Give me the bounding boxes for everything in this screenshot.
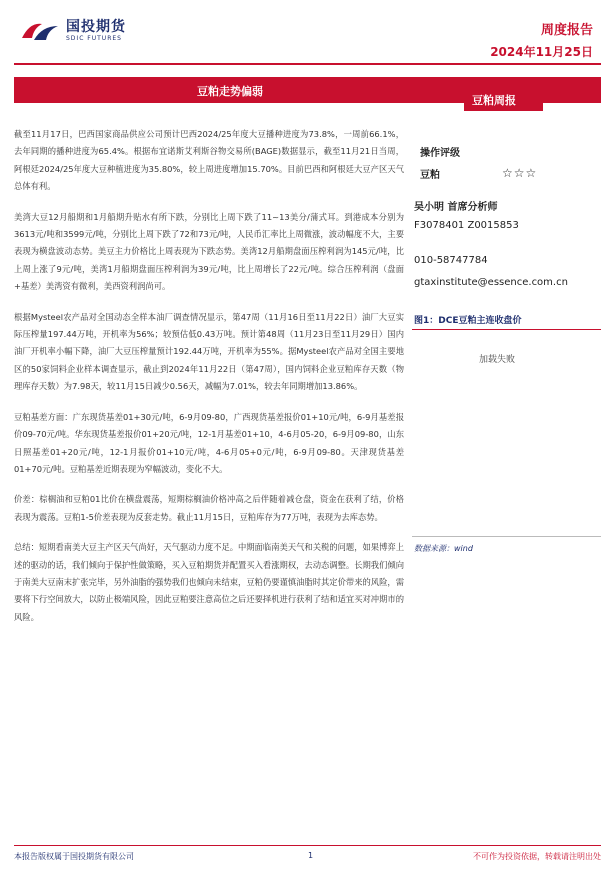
figure-placeholder: 加载失败 (479, 355, 516, 365)
body-paragraph: 美湾大豆12月船期和1月船期升贴水有所下跌，分别比上周下跌了11~13美分/蒲式耳。到港成本分别为3613元/吨和3599元/吨，分别比上周下跌了72和73元/吨，人民币汇率比上周微涨，波动幅度不大，主要表现为横盘波动态势。美豆主力价格比上周表现为下跌态势。美湾12月船期盘面压榨利润为145元/吨，比上周上涨了9元/吨，美湾1月船期盘面压榨利润为39元/吨，比上周增长了22元/吨。综合压榨利润（盘面+基差）美湾资有微利，美西资利润尚可。 (14, 211, 404, 292)
analyst-license: F3078401 Z0015853 (414, 220, 519, 231)
report-type: 周度报告 (540, 23, 593, 38)
rating-product: 豆粕 (420, 170, 440, 181)
figure-bottom-divider (412, 536, 601, 537)
brand-name-cn: 国投期货 (66, 19, 126, 35)
footer-divider (14, 845, 601, 846)
company-logo (20, 18, 126, 44)
analyst-name: 吴小明 首席分析师 (414, 202, 498, 213)
brand-name-en: SDIC FUTURES (66, 35, 122, 42)
body-paragraph: 价差：棕榈油和豆粕01比价在横盘震荡，短期棕榈油价格冲高之后伴随着减仓盘，资金在获利了结，价格表现为震荡。豆粕1-5价差表现为反套走势。截止11月15日，豆粕库存为77万吨，表现为去库态势。 (14, 494, 404, 522)
figure-title: 图1：DCE豆粕主连收盘价 (414, 316, 522, 326)
figure-source: 数据来源：wind (414, 544, 473, 553)
rating-label: 操作评级 (420, 148, 460, 159)
logo-mark-icon (20, 18, 60, 44)
body-paragraph: 根据Mysteel农产品对全国动态全样本油厂调查情况显示，第47周（11月16日至11月22日）油厂大豆实际压榨量197.44万吨，开机率为56%；较预估低0.43万吨。预计第48周（11月23日至11月29日）国内油厂开机率小幅下降，油厂大豆压榨量预计192.44万吨，开机率为55%。据Mysteel农产品对全国主要地区的50家饲料企业样本调查显示，截止到2024年11月22日（第47周），国内饲料企业豆粕库存天数（物理库存天数）为7.98天，较11月15日减少0.56天，减幅为7.01%，较去年同期增加13.86%。 (14, 311, 404, 392)
body-paragraph: 截至11月17日，巴西国家商品供应公司预计巴西2024/25年度大豆播种进度为73.8%，一周前66.1%，去年同期的播种进度为65.4%。根据布宜诺斯艾利斯谷物交易所(BAGE)数据显示，截至11月21日当周，阿根廷2024/25年度大豆种植进度为35.80%，较上周进度增加15.70%。目前巴西和阿根廷大豆产区天气总体有利。 (14, 129, 404, 192)
footer-disclaimer: 不可作为投资依据，转载请注明出处 (473, 852, 601, 861)
header-divider (14, 63, 601, 65)
report-date: 2024年11月25日 (490, 45, 593, 59)
page-number: 1 (308, 851, 314, 860)
analyst-email[interactable]: gtaxinstitute@essence.com.cn (414, 277, 568, 288)
body-paragraph: 豆粕基差方面：广东现货基差01+30元/吨，6-9月09-80，广西现货基差报价01+10元/吨，6-9月基差报价09-70元/吨。华东现货基差报价01+20元/吨，12-1月基差01+10，4-6月05-20，6-9月09-80，山东日照基差01+20元/吨，12-1月报价01+10元/吨，4-6月05+0元/吨，6-9月09-80。天津现货基差01+70元/吨。豆粕基差近期表现为窄幅波动，变化不大。 (14, 411, 404, 474)
report-body (14, 126, 404, 639)
figure-divider (412, 329, 601, 330)
analyst-phone: 010-58747784 (414, 255, 488, 266)
rating-stars: ☆☆☆ (502, 166, 538, 180)
footer-copyright: 本报告版权属于国投期货有限公司 (14, 852, 134, 861)
report-title: 豆粕走势偏弱 (197, 85, 263, 98)
body-paragraph: 总结：短期看南美大豆主产区天气尚好，天气驱动力度不足。中期面临南美天气和关税的问题，如果博弈上述的驱动的话，我们倾向于保护性做策略，买入豆粕期货并配置买入看涨期权，去动态调整。长期我们倾向于南美大豆南末扩张完毕，另外油脂的强势我们也倾向未结束，豆粕仍要谨慎油脂时其定价带来的风险，需要将下行空间放大，以防止极端风险，因此豆粕要注意高位之后还要择机进行获利了结和适宜买对冲期市的风险。 (14, 542, 404, 622)
report-tag: 豆粕周报 (472, 94, 516, 107)
